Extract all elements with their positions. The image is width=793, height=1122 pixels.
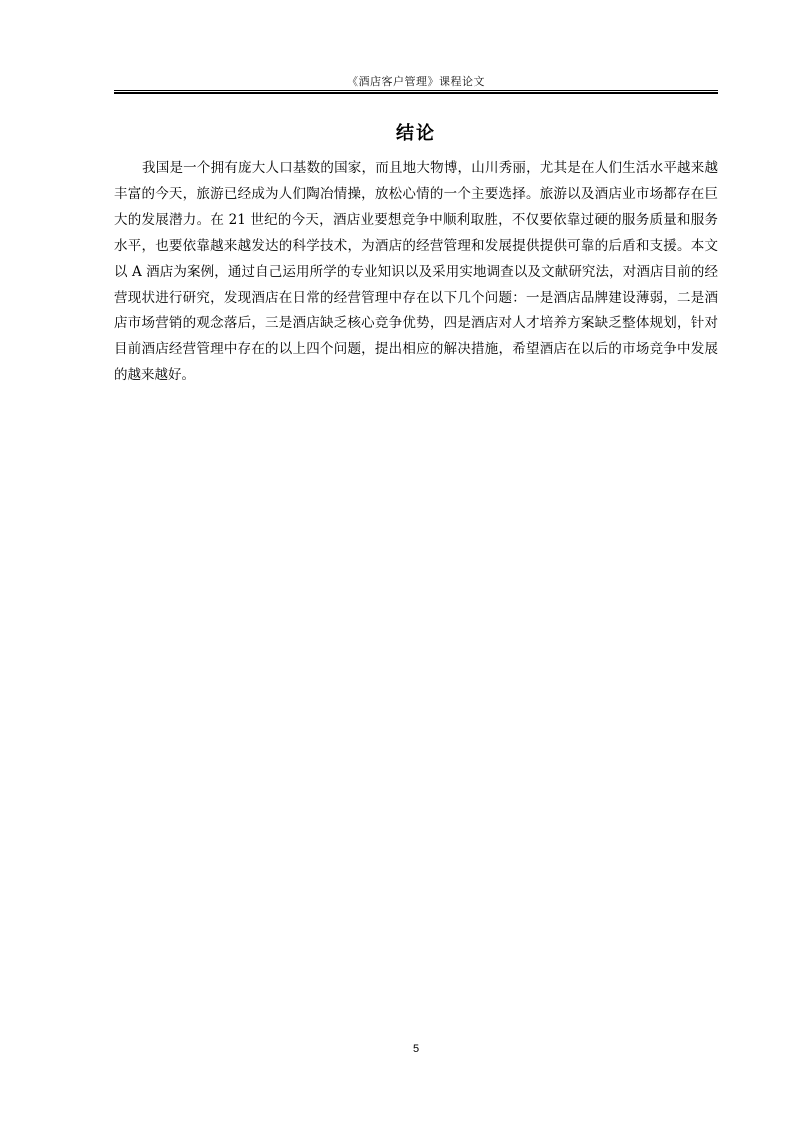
page-number: 5 [412,1043,420,1055]
body-paragraph: 我国是一个拥有庞大人口基数的国家，而且地大物博，山川秀丽，尤其是在人们生活水平越来越丰富的今天，旅游已经成为人们陶冶情操，放松心情的一个主要选择。旅游以及酒店业市场都存在巨大的发展潜力。在 21 世纪的今天，酒店业要想竞争中顺利取胜，不仅要依靠过硬的服务质量和服务水平，也要依靠越来越发达的科学技术，为酒店的经营管理和发展提供提供可靠的后盾和支援。本文以 A 酒店为案例，通过自己运用所学的专业知识以及采用实地调查以及文献研究法，对酒店目前的经营现状进行研究，发现酒店在日常的经营管理中存在以下几个问题：一是酒店品牌建设薄弱，二是酒店市场营销的观念落后，三是酒店缺乏核心竞争优势，四是酒店对人才培养方案缺乏整体规划，针对目前酒店经营管理中存在的以上四个问题，提出相应的解决措施，希望酒店在以后的市场竞争中发展的越来越好。 [114,160,718,384]
header-rule-thin [114,90,718,91]
section-title: 结论 [396,123,436,144]
running-header: 《酒店客户管理》课程论文 [347,75,485,88]
header-rule-thick [114,92,718,94]
